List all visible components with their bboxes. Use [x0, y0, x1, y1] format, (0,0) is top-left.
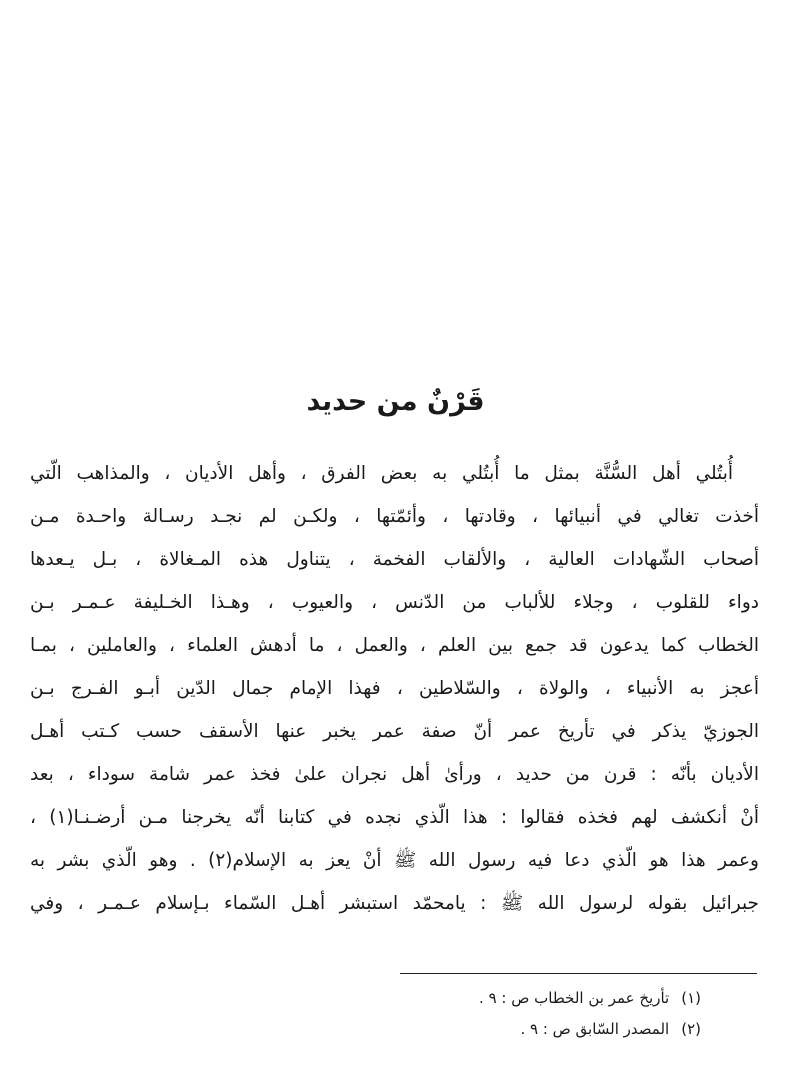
- footnote: [60, 983, 701, 1014]
- text-line: أنْ أنكشف لهم فخذه فقالوا : هذا الّذي نجده في كتابنا أنّه يخرجنا مـن أرضـنـا(١) ،: [30, 807, 759, 828]
- text-line: أعجز به الأنبياء ، والولاة ، والسّلاطين ، فهذا الإمام جمال الدّين أبـو الفـرج بـن: [30, 678, 759, 699]
- text-line: دواء للقلوب ، وجلاء للألباب من الدّنس ، والعيوب ، وهـذا الخـليفة عـمـر بـن: [30, 592, 759, 613]
- footnote-marker: (١): [681, 989, 701, 1007]
- body-paragraph: [30, 452, 759, 925]
- footnote-separator: [400, 973, 757, 974]
- footnote-marker: (٢): [681, 1020, 701, 1038]
- text-line: أُبتُلي أهل السُّنَّة بمثل ما أُبتُلي به بعض الفرق ، وأهل الأديان ، والمذاهب الّتي: [30, 463, 733, 484]
- text-line: أصحاب الشّهادات العالية ، والألقاب الفخمة ، يتناول هذه المـغالاة ، بـل يـعدها: [30, 549, 759, 570]
- text-line: أخذت تغالي في أنبيائها ، وقادتها ، وأئمّتها ، ولكـن لم نجـد رسـالة واحـدة مـن: [30, 506, 759, 527]
- text-line: الخطاب كما يدعون قد جمع بين العلم ، والعمل ، ما أدهش العلماء ، والعاملين ، بمـا: [30, 635, 759, 656]
- footnote: [60, 1014, 701, 1045]
- footnote-area: [60, 983, 701, 1045]
- text-line: وعمر هذا هو الّذي دعا فيه رسول الله ﷺ أنْ يعز به الإسلام(٢) . وهو الّذي بشر به: [30, 850, 759, 871]
- footnote-text: تأريخ عمر بن الخطاب ص : ٩ .: [479, 989, 670, 1007]
- chapter-title: قَرْنٌ من حديد: [306, 386, 485, 417]
- text-line: الجوزيّ يذكر في تأريخ عمر أنّ صفة عمر يخبر عنها الأسقف حسب كـتب أهـل: [30, 721, 759, 742]
- footnote-text: المصدر السّابق ص : ٩ .: [520, 1020, 670, 1038]
- text-line: جبرائيل بقوله لرسول الله ﷺ : يامحمّد استبشر أهـل السّماء بـإسلام عـمـر ، وفي: [30, 893, 759, 914]
- text-line: الأديان بأنّه : قرن من حديد ، ورأىٰ أهل نجران علىٰ فخذ عمر شامة سوداء ، بعد: [30, 764, 759, 785]
